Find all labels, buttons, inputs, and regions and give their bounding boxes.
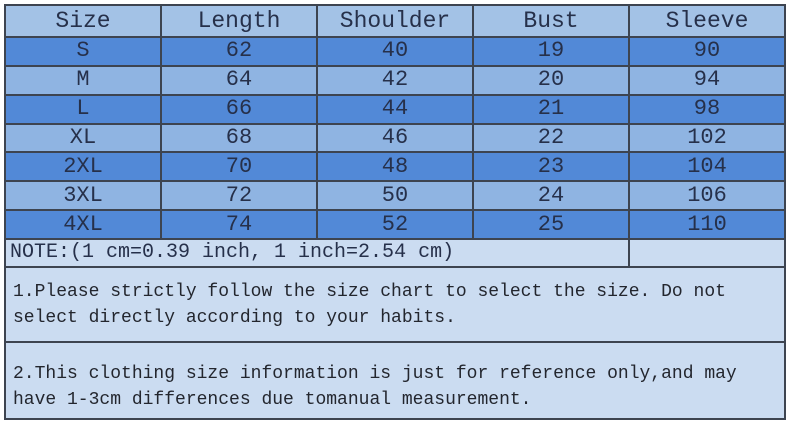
cell-size: S bbox=[5, 37, 161, 66]
note-row bbox=[5, 239, 785, 267]
cell-shoulder: 50 bbox=[317, 181, 473, 210]
conversion-note: NOTE:(1 cm=0.39 inch, 1 inch=2.54 cm) bbox=[5, 239, 629, 267]
cell-sleeve: 90 bbox=[629, 37, 785, 66]
cell-sleeve: 94 bbox=[629, 66, 785, 95]
cell-length: 70 bbox=[161, 152, 317, 181]
cell-size: 2XL bbox=[5, 152, 161, 181]
cell-bust: 19 bbox=[473, 37, 629, 66]
table-row-3xl bbox=[5, 181, 785, 210]
cell-bust: 23 bbox=[473, 152, 629, 181]
cell-bust: 24 bbox=[473, 181, 629, 210]
column-header-bust: Bust bbox=[473, 5, 629, 37]
cell-sleeve: 98 bbox=[629, 95, 785, 124]
cell-size: L bbox=[5, 95, 161, 124]
cell-length: 68 bbox=[161, 124, 317, 153]
cell-bust: 25 bbox=[473, 210, 629, 239]
table-row-4xl bbox=[5, 210, 785, 239]
column-header-length: Length bbox=[161, 5, 317, 37]
cell-shoulder: 52 bbox=[317, 210, 473, 239]
size-chart-table bbox=[4, 4, 786, 268]
footnote-1 bbox=[4, 266, 786, 343]
cell-bust: 21 bbox=[473, 95, 629, 124]
cell-length: 72 bbox=[161, 181, 317, 210]
cell-length: 62 bbox=[161, 37, 317, 66]
cell-sleeve: 104 bbox=[629, 152, 785, 181]
cell-size: XL bbox=[5, 124, 161, 153]
cell-sleeve: 110 bbox=[629, 210, 785, 239]
cell-length: 74 bbox=[161, 210, 317, 239]
cell-shoulder: 42 bbox=[317, 66, 473, 95]
column-header-size: Size bbox=[5, 5, 161, 37]
cell-size: 3XL bbox=[5, 181, 161, 210]
table-row-l bbox=[5, 95, 785, 124]
cell-length: 66 bbox=[161, 95, 317, 124]
footnote-1-line-2: select directly according to your habits. bbox=[13, 307, 456, 328]
cell-bust: 22 bbox=[473, 124, 629, 153]
footnote-1-line-1: 1.Please strictly follow the size chart to select the size. Do not bbox=[13, 281, 726, 302]
cell-sleeve: 106 bbox=[629, 181, 785, 210]
footnote-2 bbox=[4, 341, 786, 420]
table-row-xl bbox=[5, 124, 785, 153]
note-empty-cell bbox=[629, 239, 785, 267]
footnote-2-line-1: 2.This clothing size information is just for reference only,and may bbox=[13, 364, 737, 384]
cell-bust: 20 bbox=[473, 66, 629, 95]
cell-sleeve: 102 bbox=[629, 124, 785, 153]
cell-shoulder: 46 bbox=[317, 124, 473, 153]
cell-shoulder: 44 bbox=[317, 95, 473, 124]
table-row-m bbox=[5, 66, 785, 95]
cell-size: 4XL bbox=[5, 210, 161, 239]
cell-shoulder: 40 bbox=[317, 37, 473, 66]
cell-length: 64 bbox=[161, 66, 317, 95]
cell-shoulder: 48 bbox=[317, 152, 473, 181]
cell-size: M bbox=[5, 66, 161, 95]
header-row bbox=[5, 5, 785, 37]
footnote-2-line-2: have 1-3cm differences due tomanual measurement. bbox=[13, 390, 532, 410]
table-row-s bbox=[5, 37, 785, 66]
column-header-sleeve: Sleeve bbox=[629, 5, 785, 37]
column-header-shoulder: Shoulder bbox=[317, 5, 473, 37]
table-row-2xl bbox=[5, 152, 785, 181]
